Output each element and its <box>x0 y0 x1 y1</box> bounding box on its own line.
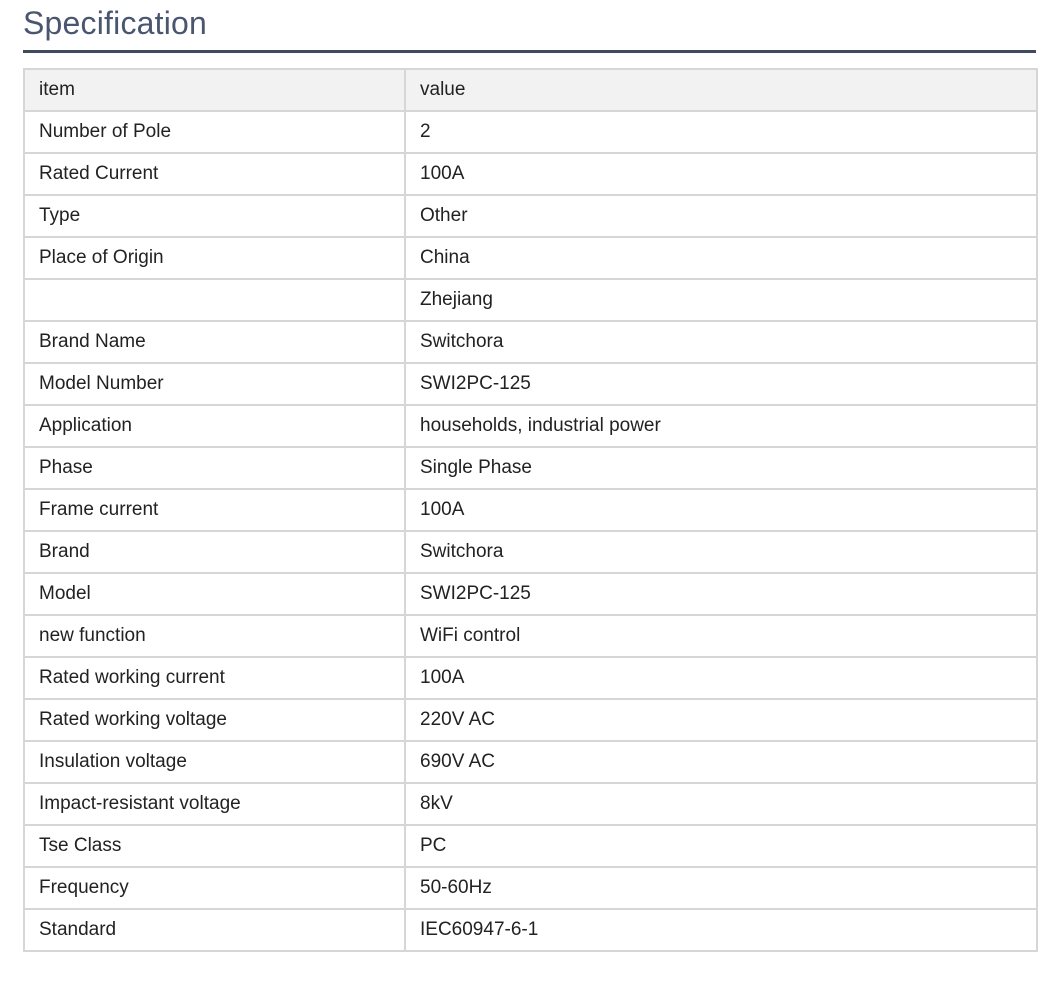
header-value-cell: value <box>405 69 1037 111</box>
value-cell: Zhejiang <box>405 279 1037 321</box>
item-cell: Phase <box>24 447 405 489</box>
header-item-cell: item <box>24 69 405 111</box>
item-cell: Insulation voltage <box>24 741 405 783</box>
table-row <box>24 111 1037 153</box>
table-row <box>24 153 1037 195</box>
item-cell: Rated working voltage <box>24 699 405 741</box>
value-cell: SWI2PC-125 <box>405 363 1037 405</box>
item-cell: Model Number <box>24 363 405 405</box>
item-cell: Number of Pole <box>24 111 405 153</box>
table-row <box>24 489 1037 531</box>
table-row <box>24 909 1037 951</box>
value-cell: 100A <box>405 489 1037 531</box>
table-row <box>24 195 1037 237</box>
item-cell: Rated working current <box>24 657 405 699</box>
item-cell: Standard <box>24 909 405 951</box>
item-cell: Tse Class <box>24 825 405 867</box>
value-cell: IEC60947-6-1 <box>405 909 1037 951</box>
table-row <box>24 825 1037 867</box>
value-cell: 220V AC <box>405 699 1037 741</box>
value-cell: households, industrial power <box>405 405 1037 447</box>
table-row <box>24 363 1037 405</box>
specification-section <box>23 0 1036 940</box>
table-row <box>24 783 1037 825</box>
item-cell <box>24 279 405 321</box>
value-cell: Switchora <box>405 531 1037 573</box>
table-row <box>24 741 1037 783</box>
table-row <box>24 279 1037 321</box>
spec-table <box>23 68 1038 952</box>
value-cell: Other <box>405 195 1037 237</box>
table-row <box>24 699 1037 741</box>
value-cell: 2 <box>405 111 1037 153</box>
item-cell: Application <box>24 405 405 447</box>
value-cell: 690V AC <box>405 741 1037 783</box>
item-cell: Place of Origin <box>24 237 405 279</box>
item-cell: Impact-resistant voltage <box>24 783 405 825</box>
table-row <box>24 531 1037 573</box>
item-cell: new function <box>24 615 405 657</box>
table-row <box>24 405 1037 447</box>
table-row <box>24 447 1037 489</box>
item-cell: Rated Current <box>24 153 405 195</box>
item-cell: Brand <box>24 531 405 573</box>
table-row <box>24 237 1037 279</box>
table-header-row <box>24 69 1037 111</box>
table-row <box>24 867 1037 909</box>
item-cell: Frame current <box>24 489 405 531</box>
section-title: Specification <box>23 0 1036 53</box>
item-cell: Brand Name <box>24 321 405 363</box>
table-row <box>24 573 1037 615</box>
value-cell: 50-60Hz <box>405 867 1037 909</box>
item-cell: Frequency <box>24 867 405 909</box>
value-cell: SWI2PC-125 <box>405 573 1037 615</box>
item-cell: Model <box>24 573 405 615</box>
value-cell: 100A <box>405 153 1037 195</box>
value-cell: Switchora <box>405 321 1037 363</box>
value-cell: Single Phase <box>405 447 1037 489</box>
table-row <box>24 657 1037 699</box>
item-cell: Type <box>24 195 405 237</box>
table-row <box>24 615 1037 657</box>
value-cell: 8kV <box>405 783 1037 825</box>
table-row <box>24 321 1037 363</box>
value-cell: 100A <box>405 657 1037 699</box>
value-cell: WiFi control <box>405 615 1037 657</box>
value-cell: PC <box>405 825 1037 867</box>
value-cell: China <box>405 237 1037 279</box>
